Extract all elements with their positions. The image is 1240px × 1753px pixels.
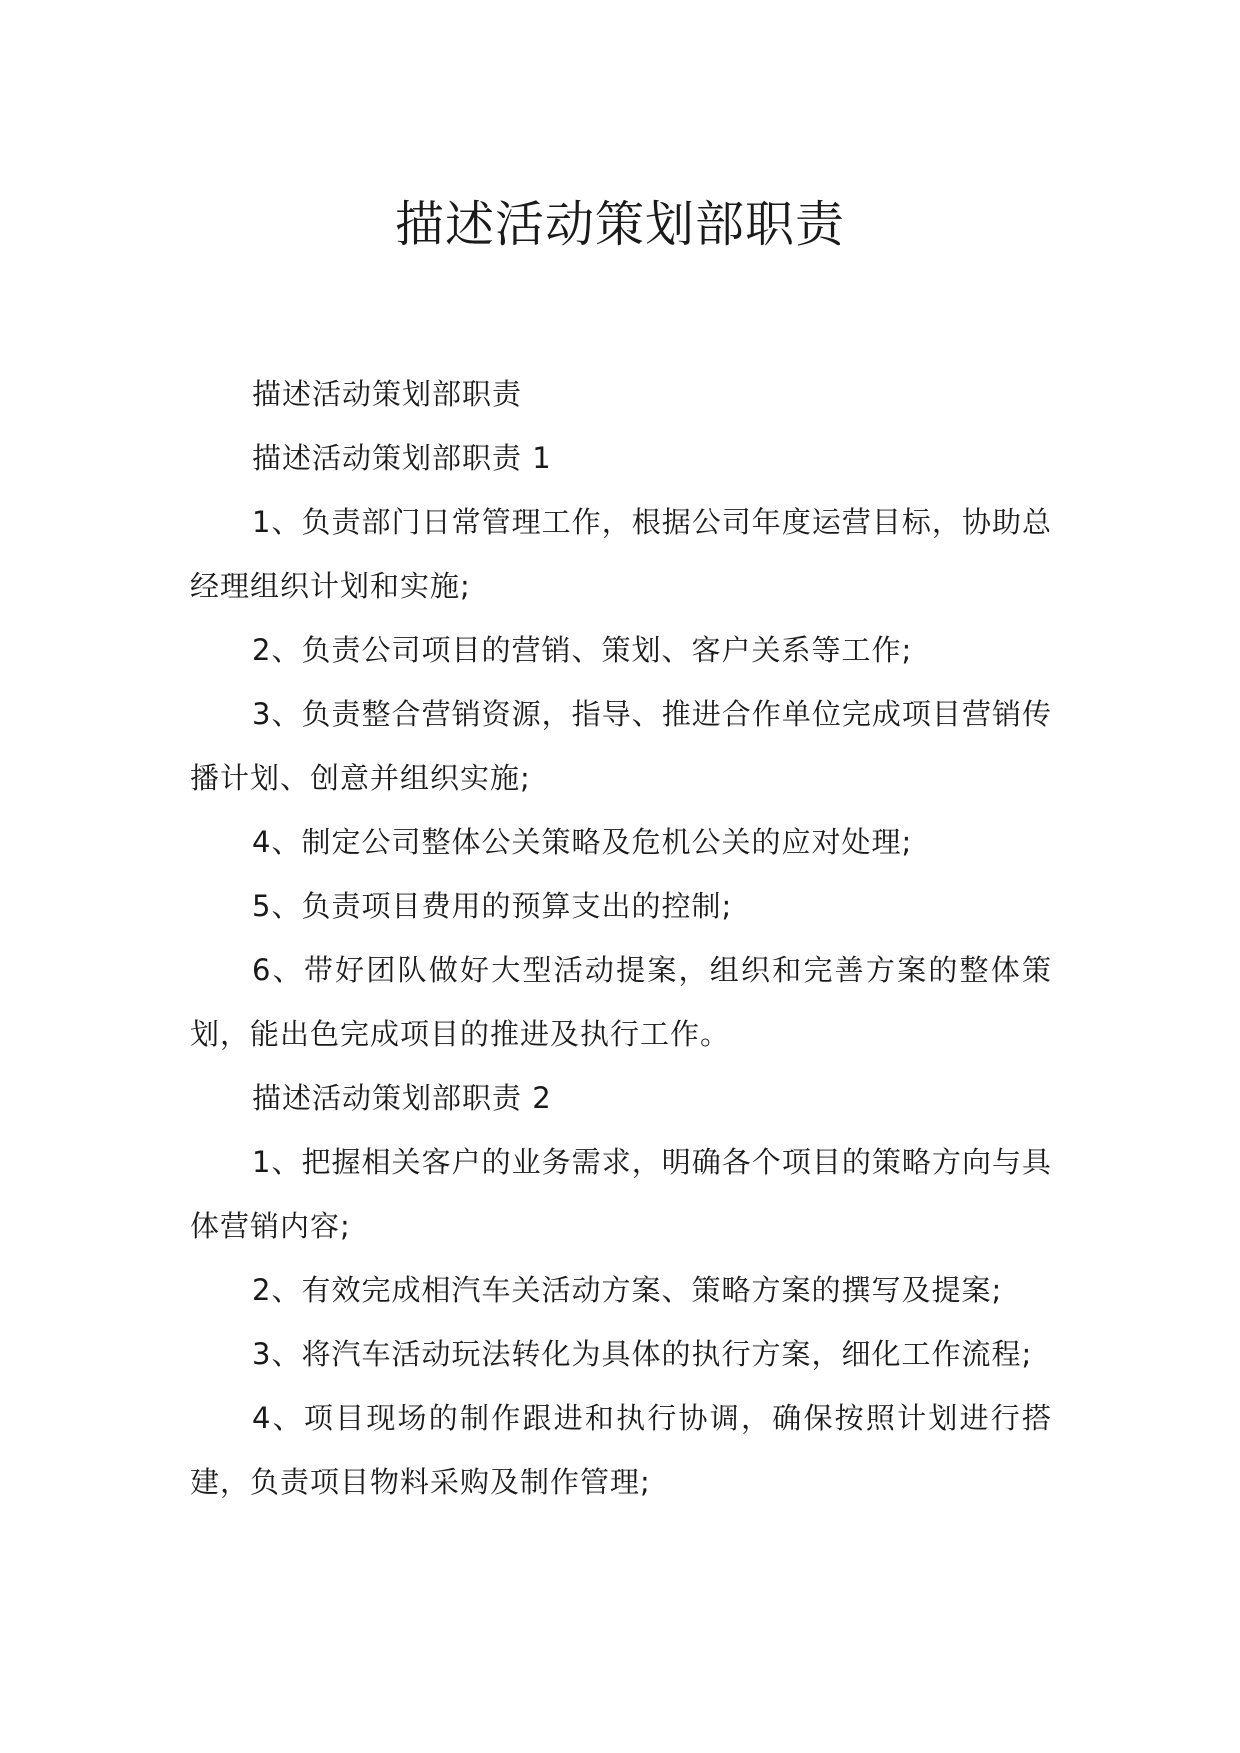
list-item: 5、负责项目费用的预算支出的控制;	[252, 889, 733, 923]
list-item: 6、带好团队做好大型活动提案，组织和完善方案的整体策划，能出色完成项目的推进及执行工作。	[190, 953, 1052, 1051]
list-item: 4、制定公司整体公关策略及危机公关的应对处理;	[252, 825, 913, 859]
list-item: 3、负责整合营销资源，指导、推进合作单位完成项目营销传播计划、创意并组织实施;	[190, 697, 1052, 795]
paragraph-intro-heading: 描述活动策划部职责	[252, 377, 523, 411]
list-item: 3、将汽车活动玩法转化为具体的执行方案，细化工作流程;	[252, 1337, 1033, 1371]
section-heading-1: 描述活动策划部职责 1	[252, 441, 552, 475]
list-item: 1、负责部门日常管理工作，根据公司年度运营目标，协助总经理组织计划和实施;	[190, 505, 1052, 603]
list-item: 2、负责公司项目的营销、策划、客户关系等工作;	[252, 633, 913, 667]
section-heading-2: 描述活动策划部职责 2	[252, 1081, 552, 1115]
list-item: 4、项目现场的制作跟进和执行协调，确保按照计划进行搭建，负责项目物料采购及制作管理;	[190, 1401, 1052, 1499]
document-body	[190, 362, 1052, 1514]
list-item: 2、有效完成相汽车关活动方案、策略方案的撰写及提案;	[252, 1273, 1003, 1307]
list-item: 1、把握相关客户的业务需求，明确各个项目的策略方向与具体营销内容;	[190, 1145, 1052, 1243]
document-title: 描述活动策划部职责	[394, 196, 845, 253]
